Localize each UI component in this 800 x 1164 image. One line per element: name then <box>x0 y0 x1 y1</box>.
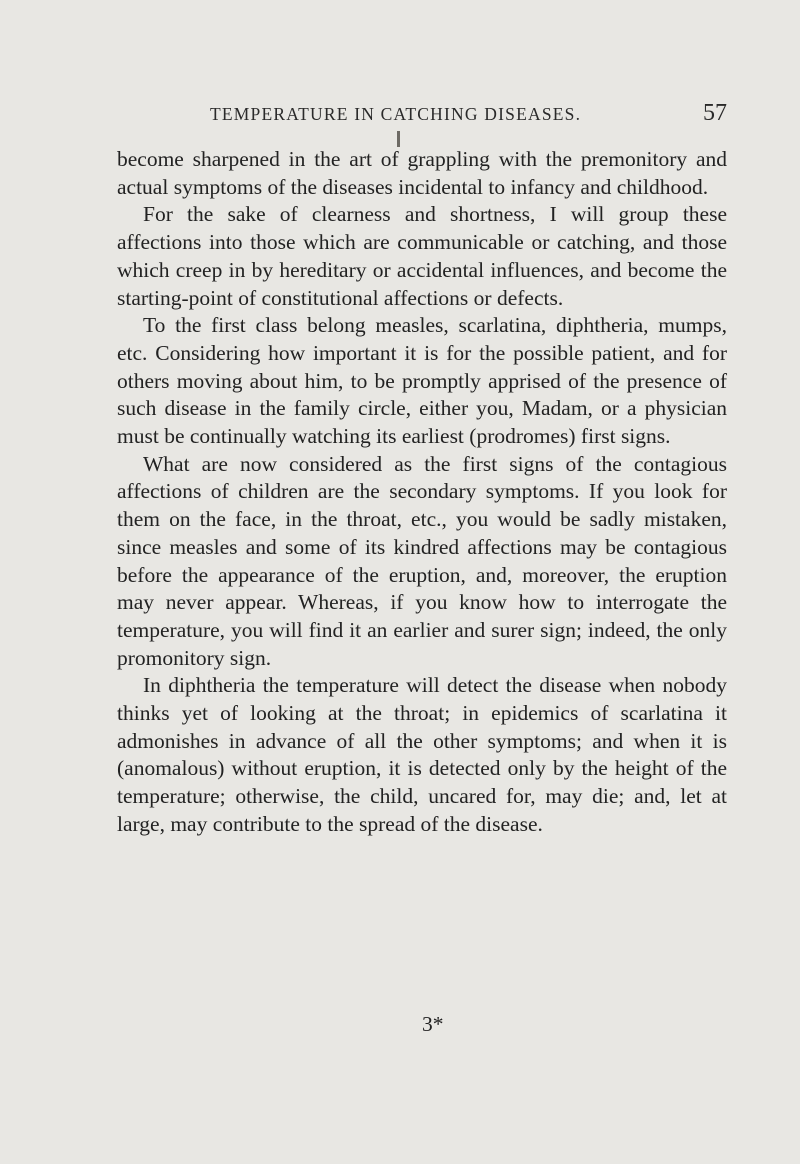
running-title: TEMPERATURE IN CATCHING DISEASES. <box>210 104 582 124</box>
paragraph-1: become sharpened in the art of grappling with the premonitory and actual symptoms of the diseases incidental to infancy and childhood. <box>117 147 727 199</box>
body-text <box>117 146 727 839</box>
signature-mark: 3* <box>422 1012 444 1036</box>
printer-mark <box>397 131 400 147</box>
paragraph-5: In diphtheria the temperature will detect the disease when nobody thinks yet of looking at the throat; in epidemics of scarlatina it admonishes in advance of all the other symptoms; and when it is (anomalous) without eruption, it is detected only by the height of the temperature; otherwise, the child, uncared for, may die; and, let at large, may contribute to the spread of the disease. <box>117 673 727 836</box>
page-number: 57 <box>703 100 727 126</box>
running-head <box>117 100 727 132</box>
paragraph-2: For the sake of clearness and shortness, I will group these affections into those which are communicable or catching, and those which creep in by hereditary or accidental influences, and become the starting-point of constitutional affections or defects. <box>117 202 727 310</box>
paragraph-3: To the first class belong measles, scarlatina, diphtheria, mumps, etc. Considering how important it is for the possible patient, and for others moving about him, to be promptly apprised of the presence of such disease in the family circle, either you, Madam, or a physician must be continually watching its earliest (prodromes) first signs. <box>117 313 727 449</box>
paragraph-4: What are now considered as the first signs of the contagious affections of children are the secondary symptoms. If you look for them on the face, in the throat, etc., you would be sadly mistaken, since measles and some of its kindred affections may be contagious before the appearance of the eruption, and, moreover, the eruption may never appear. Whereas, if you know how to interrogate the temperature, you will find it an earlier and surer sign; indeed, the only promonitory sign. <box>117 451 727 670</box>
